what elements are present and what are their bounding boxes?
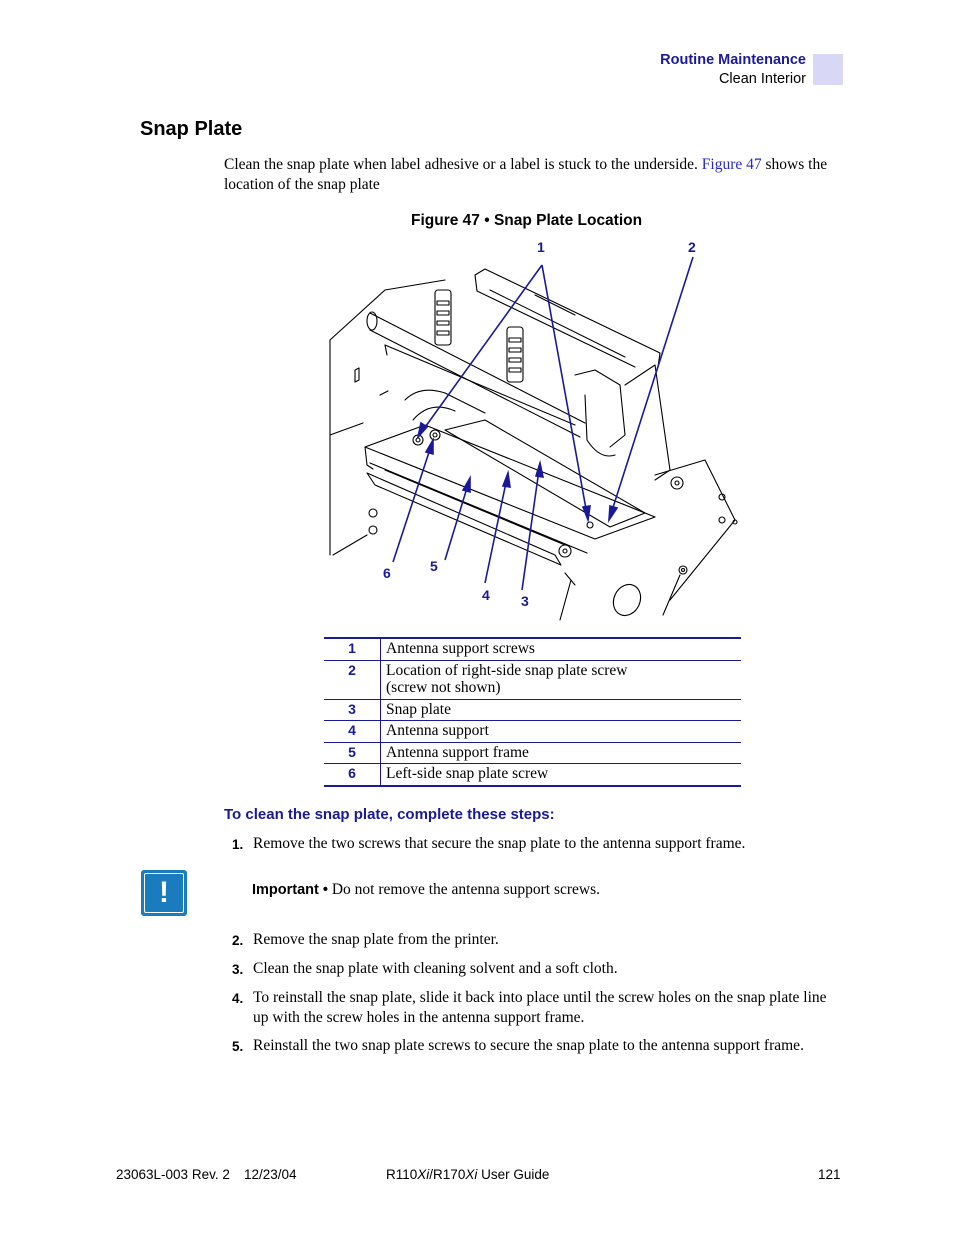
legend-text: Antenna support frame — [381, 742, 742, 764]
step-text: Reinstall the two snap plate screws to secure the snap plate to the antenna support frame. — [253, 1037, 804, 1054]
legend-num: 3 — [324, 699, 381, 721]
legend-row — [324, 699, 741, 721]
header-chapter: Routine Maintenance — [660, 52, 806, 68]
footer-page-number: 121 — [818, 1167, 841, 1182]
step-number: 4. — [232, 991, 244, 1006]
legend-num: 6 — [324, 764, 381, 786]
callout-legend-table — [324, 637, 741, 787]
step-number: 1. — [232, 837, 244, 852]
footer-guide-title — [386, 1167, 549, 1182]
figure-link[interactable]: Figure 47 — [701, 156, 762, 173]
legend-num: 4 — [324, 721, 381, 743]
legend-row — [324, 660, 741, 699]
step-number: 2. — [232, 933, 244, 948]
footer-guide-sep: /R170 — [429, 1167, 466, 1182]
footer-guide-x2: Xi — [465, 1167, 478, 1182]
procedure-heading: To clean the snap plate, complete these steps: — [224, 806, 555, 823]
legend-text-line1: Location of right-side snap plate screw — [386, 661, 628, 679]
footer-date: 12/23/04 — [244, 1167, 297, 1182]
legend-row — [324, 764, 741, 786]
procedure-step — [232, 959, 842, 979]
step-number: 5. — [232, 1039, 244, 1054]
legend-row — [324, 742, 741, 764]
legend-row — [324, 638, 741, 660]
step-text: Remove the snap plate from the printer. — [253, 931, 499, 948]
important-text: Do not remove the antenna support screws. — [327, 881, 601, 898]
callout-1: 1 — [537, 239, 545, 255]
intro-text-after: shows the location of the snap plate — [224, 156, 828, 193]
footer-guide-suffix: User Guide — [477, 1167, 550, 1182]
callout-6: 6 — [383, 565, 391, 581]
callout-2: 2 — [688, 239, 696, 255]
procedure-step — [232, 988, 842, 1027]
legend-text: Antenna support screws — [381, 638, 742, 660]
callout-5: 5 — [430, 558, 438, 574]
legend-num: 2 — [324, 660, 381, 699]
intro-text-before: Clean the snap plate when label adhesive or a label is stuck to the underside. — [224, 156, 702, 173]
step-text: Clean the snap plate with cleaning solvent and a soft cloth. — [253, 960, 618, 977]
callout-4: 4 — [482, 587, 490, 603]
legend-text-line2: (screw not shown) — [386, 679, 501, 696]
legend-text: Antenna support — [381, 721, 742, 743]
legend-text: Left-side snap plate screw — [381, 764, 742, 786]
exclamation-icon: ! — [144, 873, 184, 913]
legend-text: Snap plate — [381, 699, 742, 721]
important-icon — [141, 870, 187, 916]
procedure-step — [232, 1036, 842, 1056]
procedure-step — [232, 834, 842, 854]
footer-guide-prefix: R110 — [386, 1167, 418, 1182]
callout-3: 3 — [521, 593, 529, 609]
step-text: To reinstall the snap plate, slide it back into place until the screw holes on the snap plate line up with the screw holes in the antenna support frame. — [253, 989, 827, 1026]
legend-row — [324, 721, 741, 743]
legend-num: 5 — [324, 742, 381, 764]
footer-doc-number: 23063L-003 Rev. 2 — [116, 1167, 230, 1182]
legend-text — [381, 660, 742, 699]
footer-guide-x1: Xi — [417, 1167, 430, 1182]
step-number: 3. — [232, 962, 244, 977]
intro-paragraph — [224, 155, 844, 194]
header-tab-marker — [813, 54, 843, 85]
step-text: Remove the two screws that secure the snap plate to the antenna support frame. — [253, 835, 746, 852]
important-note — [252, 881, 600, 899]
figure-caption: Figure 47 • Snap Plate Location — [411, 212, 643, 229]
snap-plate-illustration — [325, 235, 745, 625]
legend-num: 1 — [324, 638, 381, 660]
page-title: Snap Plate — [140, 118, 243, 140]
important-label: Important • — [252, 882, 328, 898]
header-section: Clean Interior — [718, 71, 806, 87]
procedure-step — [232, 930, 842, 950]
